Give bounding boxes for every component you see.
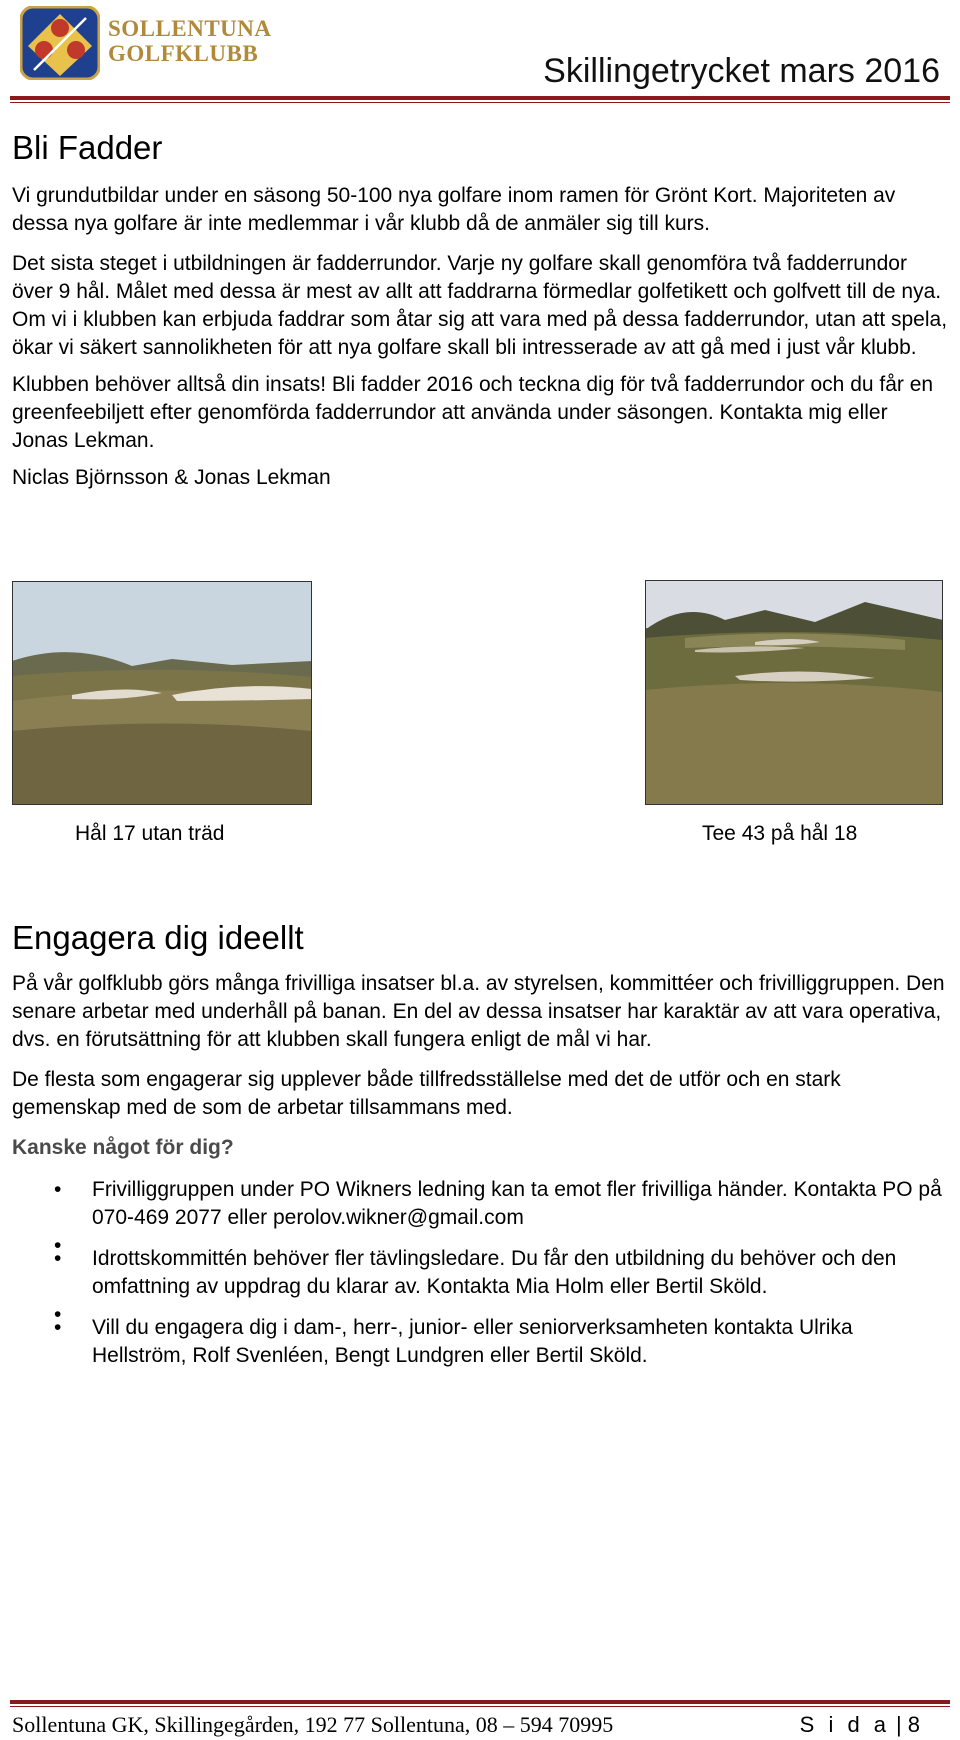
club-logo <box>20 6 272 80</box>
list-spacer <box>12 1301 948 1314</box>
ideellt-subheading: Kanske något för dig? <box>12 1136 234 1159</box>
photo-tee-43 <box>645 580 943 805</box>
logo-line-1: SOLLENTUNA <box>108 16 272 41</box>
list-item: • Frivilliggruppen under PO Wikners ledning kan ta emot fler frivilliga händer. Kontakta PO på 070-469 2077 eller perolov.wikner@gmail.com <box>12 1176 948 1232</box>
fadder-heading: Bli Fadder <box>12 129 163 166</box>
photo-caption-right: Tee 43 på hål 18 <box>702 822 858 845</box>
footer-page-indicator <box>800 1712 924 1738</box>
header-rule-thin <box>10 102 950 103</box>
header-rule <box>10 96 950 100</box>
page-separator: | <box>896 1712 902 1737</box>
footer-address: Sollentuna GK, Skillingegården, 192 77 Sollentuna, 08 – 594 70995 <box>12 1712 614 1737</box>
fadder-signature: Niclas Björnsson & Jonas Lekman <box>12 466 331 489</box>
list-spacer <box>12 1232 948 1245</box>
fadder-section <box>12 128 948 492</box>
list-item: • Vill du engagera dig i dam-, herr-, junior- eller seniorverksamheten kontakta Ulrika Hellström, Rolf Svenléen, Bengt Lundgren eller Bertil Sköld. <box>12 1314 948 1370</box>
page-label: S i d a <box>799 1712 891 1737</box>
newsletter-title: Skillingetrycket mars 2016 <box>543 52 940 90</box>
footer-rule <box>10 1700 950 1704</box>
list-item: • Idrottskommittén behöver fler tävlingsledare. Du får den utbildning du behöver och den omfattning av uppdrag du klarar av. Kontakta Mia Holm eller Bertil Sköld. <box>12 1245 948 1301</box>
fadder-paragraph-1: Vi grundutbildar under en säsong 50-100 nya golfare inom ramen för Grönt Kort. Majoriteten av dessa nya golfare är inte medlemmar i vår klubb då de anmäler sig till kurs. <box>12 184 896 235</box>
page-number: 8 <box>907 1712 924 1737</box>
ideellt-paragraph-1: På vår golfklubb görs många frivilliga insatser bl.a. av styrelsen, kommittéer och frivilliggruppen. Den senare arbetar med underhåll på banan. En del av dessa insatser har karaktär av att vara operativa, dvs. en förutsättning för att klubben skall fungera enligt de mål vi har. <box>12 972 945 1051</box>
ideellt-section <box>12 918 948 1370</box>
ideellt-heading: Engagera dig ideellt <box>12 919 304 956</box>
fadder-paragraph-2: Det sista steget i utbildningen är fadderrundor. Varje ny golfare skall genomföra två fadderrundor över 9 hål. Målet med dessa är mest av allt att faddrarna förmedlar golfetikett och golfvett till de nya. Om vi i klubben kan erbjuda faddrar som åtar sig att vara med på dessa fadderrundor, utan att spela, ökar vi säkert sannolikheten för att nya golfare skall bli intresserade av att gå med i just vår klubb. <box>12 252 948 359</box>
fadder-paragraph-3: Klubben behöver alltså din insats! Bli fadder 2016 och teckna dig för två fadderrundor och du får en greenfeebiljett efter genomförda fadderrundor att använda under säsongen. Kontakta mig eller Jonas Lekman. <box>12 373 934 452</box>
ideellt-paragraph-2: De flesta som engagerar sig upplever både tillfredsställelse med det de utför och en stark gemenskap med de som de arbetar tillsammans med. <box>12 1068 841 1119</box>
logo-line-2: GOLFKLUBB <box>108 41 259 66</box>
volunteer-list <box>12 1176 948 1370</box>
photo-caption-left: Hål 17 utan träd <box>75 822 225 845</box>
club-crest-icon <box>20 6 100 80</box>
golf-course-image <box>645 580 943 805</box>
golf-course-image <box>12 581 312 805</box>
photo-hole-17 <box>12 581 312 805</box>
footer-rule-thin <box>10 1706 950 1707</box>
